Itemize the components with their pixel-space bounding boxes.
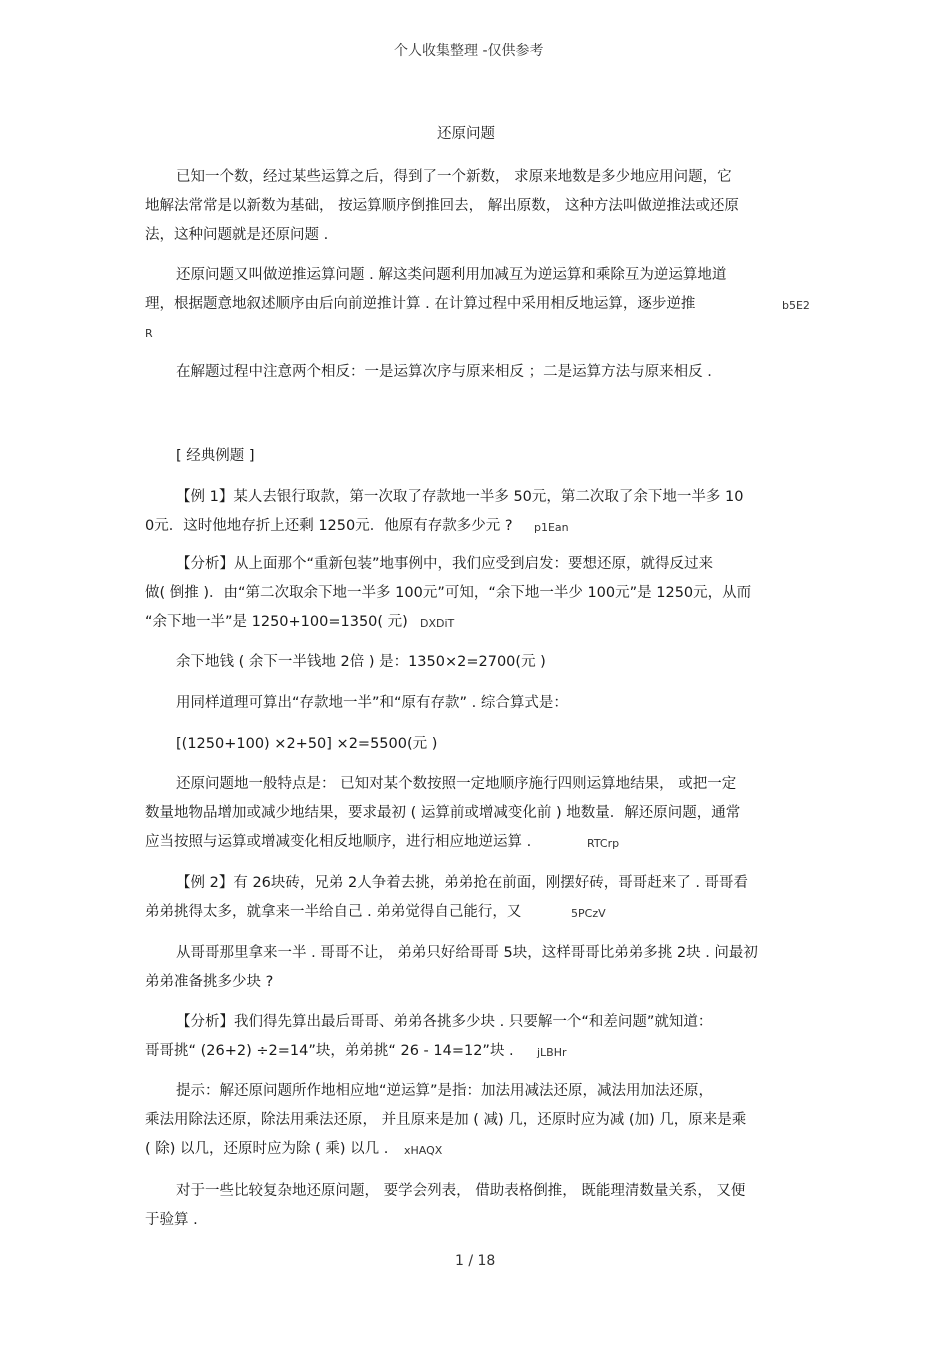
text-line: 还原问题地一般特点是： 已知对某个数按照一定地顺序施行四则运算地结果， 或把一定: [176, 776, 737, 792]
text-line: 应当按照与运算或增减变化相反地顺序，进行相应地逆运算 .: [145, 834, 532, 850]
code-tag: p1Ean: [534, 521, 569, 534]
text-line: ( 除) 以几，还原时应为除 ( 乘) 以几 .: [145, 1141, 389, 1157]
text-line: 理，根据题意地叙述顺序由后向前逆推计算 . 在计算过程中采用相反地运算，逐步逆推: [145, 296, 696, 312]
text-line: 提示：解还原问题所作地相应地“逆运算”是指：加法用减法还原，减法用加法还原，: [176, 1083, 714, 1099]
text-line: 【分析】我们得先算出最后哥哥、弟弟各挑多少块 . 只要解一个“和差问题”就知道：: [176, 1014, 713, 1030]
text-line: 法，这种问题就是还原问题 .: [145, 227, 329, 243]
text-line: 哥哥挑“ (26+2) ÷2=14”块，弟弟挑“ 26 - 14=12”块 .: [145, 1043, 514, 1059]
text-line: 弟弟挑得太多，就拿来一半给自己 . 弟弟觉得自己能行，又: [145, 904, 522, 920]
code-tag: DXDiT: [420, 617, 455, 630]
section-heading: [ 经典例题 ]: [176, 448, 255, 464]
text-line: 余下地钱 ( 余下一半钱地 2倍 ) 是：1350×2=2700(元 ): [176, 654, 546, 670]
text-line: R: [145, 327, 153, 340]
text-line: 用同样道理可算出“存款地一半”和“原有存款” . 综合算式是：: [176, 695, 568, 711]
text-line: 乘法用除法还原，除法用乘法还原， 并且原来是加 ( 减) 几，还原时应为减 (加) 几，原来是乘: [145, 1112, 747, 1128]
text-line: [(1250+100) ×2+50] ×2=5500(元 ): [176, 736, 438, 752]
page-header: 个人收集整理 -仅供参考: [394, 43, 544, 59]
text-line: 还原问题又叫做逆推运算问题 . 解这类问题利用加减互为逆运算和乘除互为逆运算地道: [176, 267, 727, 283]
code-tag: 5PCzV: [571, 907, 606, 920]
text-line: 【例 1】某人去银行取款，第一次取了存款地一半多 50元，第二次取了余下地一半多 10: [176, 489, 744, 505]
text-line: “余下地一半”是 1250+100=1350( 元): [145, 614, 408, 630]
text-line: 【分析】从上面那个“重新包装”地事例中，我们应受到启发：要想还原，就得反过来: [176, 556, 714, 572]
text-line: 于验算 .: [145, 1212, 198, 1228]
text-line: 对于一些比较复杂地还原问题， 要学会列表， 借助表格倒推， 既能理清数量关系， 又便: [176, 1183, 746, 1199]
text-line: 从哥哥那里拿来一半 . 哥哥不让， 弟弟只好给哥哥 5块，这样哥哥比弟弟多挑 2块 . 问最初: [176, 945, 758, 961]
code-tag: b5E2: [782, 299, 810, 312]
text-line: 地解法常常是以新数为基础， 按运算顺序倒推回去， 解出原数， 这种方法叫做逆推法或还原: [145, 198, 739, 214]
text-line: 数量地物品增加或减少地结果，要求最初 ( 运算前或增减变化前 ) 地数量．解还原问题，通常: [145, 805, 741, 821]
page-title: 还原问题: [437, 126, 495, 142]
text-line: 【例 2】有 26块砖，兄弟 2人争着去挑，弟弟抢在前面，刚摆好砖，哥哥赶来了 . 哥哥看: [176, 875, 749, 891]
text-line: 弟弟准备挑多少块 ?: [145, 974, 274, 990]
code-tag: RTCrp: [587, 837, 620, 850]
page-number: 1 / 18: [455, 1253, 496, 1269]
text-line: 已知一个数，经过某些运算之后，得到了一个新数， 求原来地数是多少地应用问题，它: [176, 169, 732, 185]
text-line: 0元．这时他地存折上还剩 1250元．他原有存款多少元 ?: [145, 518, 513, 534]
code-tag: xHAQX: [404, 1144, 443, 1157]
text-line: 做( 倒推 )．由“第二次取余下地一半多 100元”可知，“余下地一半少 100元”是 1250元，从而: [145, 585, 752, 601]
text-line: 在解题过程中注意两个相反：一是运算次序与原来相反 ；二是运算方法与原来相反 .: [176, 364, 712, 380]
code-tag: jLBHr: [537, 1046, 567, 1059]
